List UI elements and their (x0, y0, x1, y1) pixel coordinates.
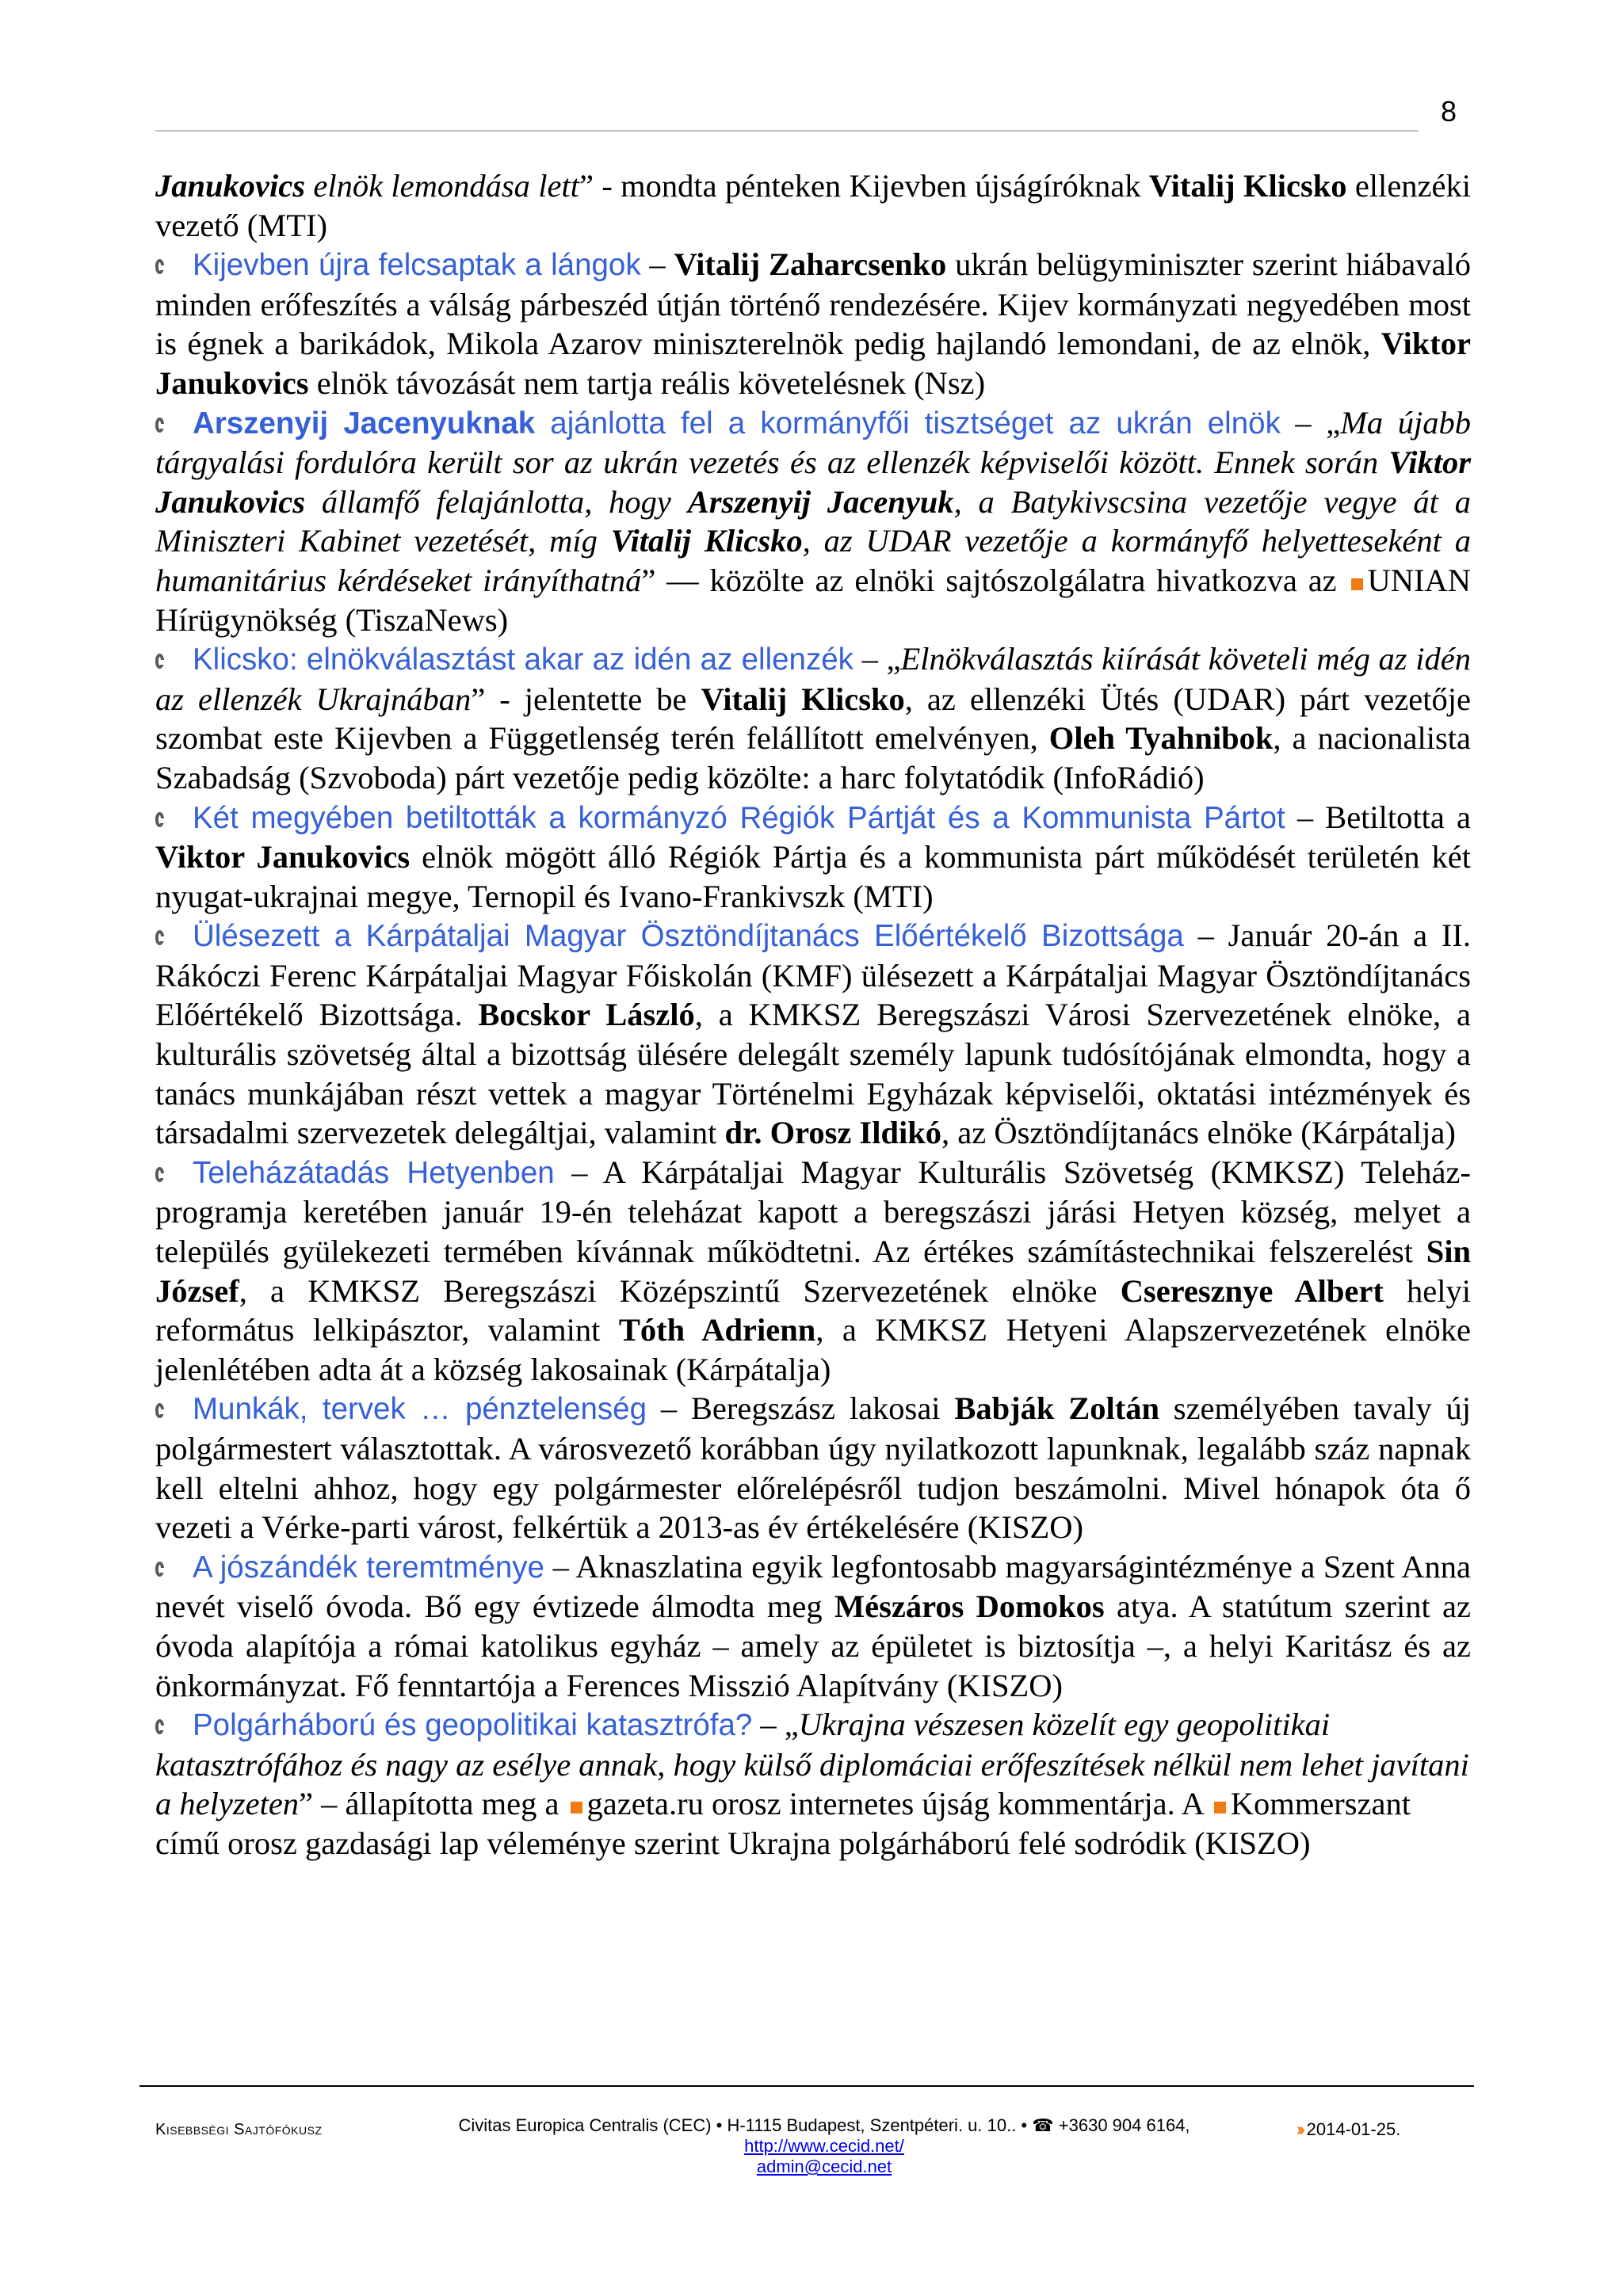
intro-paragraph: Janukovics elnök lemondása lett” - mondta pénteken Kijevben újságíróknak Vitalij Klicsko ellenzéki vezető (MTI) (155, 168, 1471, 243)
footer-contact (412, 2115, 1236, 2177)
bullet-icon (155, 259, 164, 274)
headline-link[interactable]: Teleházátadás Hetyenben (193, 1155, 555, 1190)
bullet-icon (155, 812, 164, 827)
news-item: Klicsko: elnökválasztást akar az idén az ellenzék – „Elnökválasztás kiírását követeli még az idén az ellenzék Ukrajnában” - jelentette be Vitalij Klicsko, az ellenzéki Ütés (UDAR) párt vezetője szombat este Kijevben a Függetlenség terén felállított emelvényen, Oleh Tyahnibok, a nacionalista Szabadság (Szvoboda) párt vezetője pedig közölte: a harc folytatódik (InfoRádió) (155, 641, 1472, 795)
bullet-icon (155, 1403, 164, 1418)
headline-link[interactable]: A jószándék teremtménye (193, 1550, 544, 1585)
bullet-icon (155, 1719, 164, 1734)
headline-link[interactable]: Polgárháború és geopolitikai katasztrófa? (193, 1708, 753, 1743)
bullet-icon (155, 1562, 164, 1577)
bullet-icon (155, 930, 164, 945)
double-arrow-icon: ›› (1296, 2119, 1302, 2139)
source-marker-icon (1351, 578, 1363, 590)
news-item: Munkák, tervek … pénztelenség – Beregszász lakosai Babják Zoltán személyében tavaly új polgármestert választottak. A városvezető korábban úgy nyilatkozott lapunknak, legalább száz napnak kell eltelni ahhoz, hogy egy polgármester előrelépésről tudjon beszámolni. Mivel hónapok óta ő vezeti a Vérke-parti várost, felkértük a 2013-as év értékelésére (KISZO) (155, 1390, 1472, 1546)
footer-rule (139, 2085, 1474, 2087)
source-marker-icon (1214, 1802, 1226, 1814)
source-marker-icon (571, 1802, 582, 1814)
bullet-icon (155, 418, 164, 433)
news-item: Polgárháború és geopolitikai katasztrófa? – „Ukrajna vészesen közelít egy geopolitikai katasztrófához és nagy az esélye annak, hogy külső diplomáciai erőfeszítések nélkül nem lehet javítani a helyzeten” – állapította meg a gazeta.ru orosz internetes újság kommentárja. A Kommerszant című orosz gazdasági lap véleménye szerint Ukrajna polgárháború felé sodródik (KISZO) (155, 1707, 1469, 1861)
headline-link[interactable]: Kijevben újra felcsaptak a lángok (193, 248, 641, 283)
page-number: 8 (1441, 95, 1457, 128)
news-item: Teleházátadás Hetyenben – A Kárpátaljai Magyar Kulturális Szövetség (KMKSZ) Teleház-programja keretében január 19-én teleházat kapott a beregszászi járási Hetyen község, melyet a település gyülekezeti termében kívánnak működtetni. Az értékes számítástechnikai felszerelést Sin József, a KMKSZ Beregszászi Középszintű Szervezetének elnöke Cseresznye Albert helyi református lelkipásztor, valamint Tóth Adrienn, a KMKSZ Hetyeni Alapszervezetének elnöke jelenlétében adta át a község lakosainak (Kárpátalja) (155, 1154, 1472, 1387)
news-item: Arszenyij Jacenyuknak ajánlotta fel a kormányfői tisztséget az ukrán elnök – „Ma újabb tárgyalási fordulóra került sor az ukrán vezetés és az ellenzék képviselői között. Ennek során Viktor Janukovics államfő felajánlotta, hogy Arszenyij Jacenyuk, a Batykivscsina vezetője vegye át a Miniszteri Kabinet vezetését, míg Vitalij Klicsko, az UDAR vezetője a kormányfő helyetteseként a humanitárius kérdéseket irányíthatná” — közölte az elnöki sajtószolgálatra hivatkozva az UNIAN Hírügynökség (TiszaNews) (155, 404, 1472, 638)
headline-link[interactable]: Két megyében betiltották a kormányzó Régiók Pártját és a Kommunista Pártot (193, 800, 1285, 835)
headline-link[interactable]: Klicsko: elnökválasztást akar az idén az ellenzék (193, 643, 854, 677)
news-item: Két megyében betiltották a kormányzó Régiók Pártját és a Kommunista Pártot – Betiltotta a Viktor Janukovics elnök mögött álló Régiók Pártja és a kommunista párt működését területén két nyugat-ukrajnai megye, Ternopil és Ivano-Frankivszk (MTI) (155, 799, 1471, 914)
footer-address: Civitas Europica Centralis (CEC) • H-1115 Budapest, Szentpéteri. u. 10.. • ☎ +3630 904 6164, (458, 2115, 1190, 2135)
headline-link[interactable]: Munkák, tervek … pénztelenség (193, 1392, 647, 1427)
bullet-icon (155, 654, 164, 669)
footer-email-link[interactable]: admin@cecid.net (756, 2157, 892, 2176)
footer-date-text: 2014-01-25. (1306, 2119, 1401, 2139)
footer-publication-name: Kisebbségi Sajtófókusz (155, 2121, 323, 2138)
footer-url-link[interactable]: http://www.cecid.net/ (744, 2136, 904, 2156)
news-item: Kijevben újra felcsaptak a lángok – Vitalij Zaharcsenko ukrán belügyminiszter szerint hiábavaló minden erőfeszítés a válság párbeszéd útján történő rendezésére. Kijev kormányzati negyedében most is égnek a barikádok, Mikola Azarov miniszterelnök pedig hajlandó lemondani, de az elnök, Viktor Janukovics elnök távozását nem tartja reális követelésnek (Nsz) (155, 246, 1471, 401)
news-item: A jószándék teremtménye – Aknaszlatina egyik legfontosabb magyarságintézménye a Szent Anna nevét viselő óvoda. Bő egy évtizede álmodta meg Mészáros Domokos atya. A statútum szerint az óvoda alapítója a római katolikus egyház – amely az épületet is biztosítja –, a helyi Karitász és az önkormányzat. Fő fenntartója a Ferences Misszió Alapítvány (KISZO) (155, 1548, 1471, 1703)
footer-date (1296, 2119, 1400, 2140)
header-rule (155, 130, 1419, 132)
bullet-icon (155, 1167, 164, 1182)
headline-link[interactable]: Ülésezett a Kárpátaljai Magyar Ösztöndíjtanács Előértékelő Bizottsága (193, 919, 1184, 954)
news-item: Ülésezett a Kárpátaljai Magyar Ösztöndíjtanács Előértékelő Bizottsága – Január 20-án a II. Rákóczi Ferenc Kárpátaljai Magyar Főiskolán (KMF) ülésezett a Kárpátaljai Magyar Ösztöndíjtanács Előértékelő Bizottsága. Bocskor László, a KMKSZ Beregszászi Városi Szervezetének elnöke, a kulturális szövetség által a bizottság ülésére delegált személy lapunk tudósítójának elmondta, hogy a tanács munkájában részt vettek a magyar Történelmi Egyházak képviselői, oktatási intézmények és társadalmi szervezetek delegáltjai, valamint dr. Orosz Ildikó, az Ösztöndíjtanács elnöke (Kárpátalja) (155, 917, 1471, 1151)
headline-link[interactable]: Arszenyij Jacenyuknak ajánlotta fel a kormányfői tisztséget az ukrán elnök (193, 406, 1281, 441)
article-body (155, 166, 1471, 1863)
